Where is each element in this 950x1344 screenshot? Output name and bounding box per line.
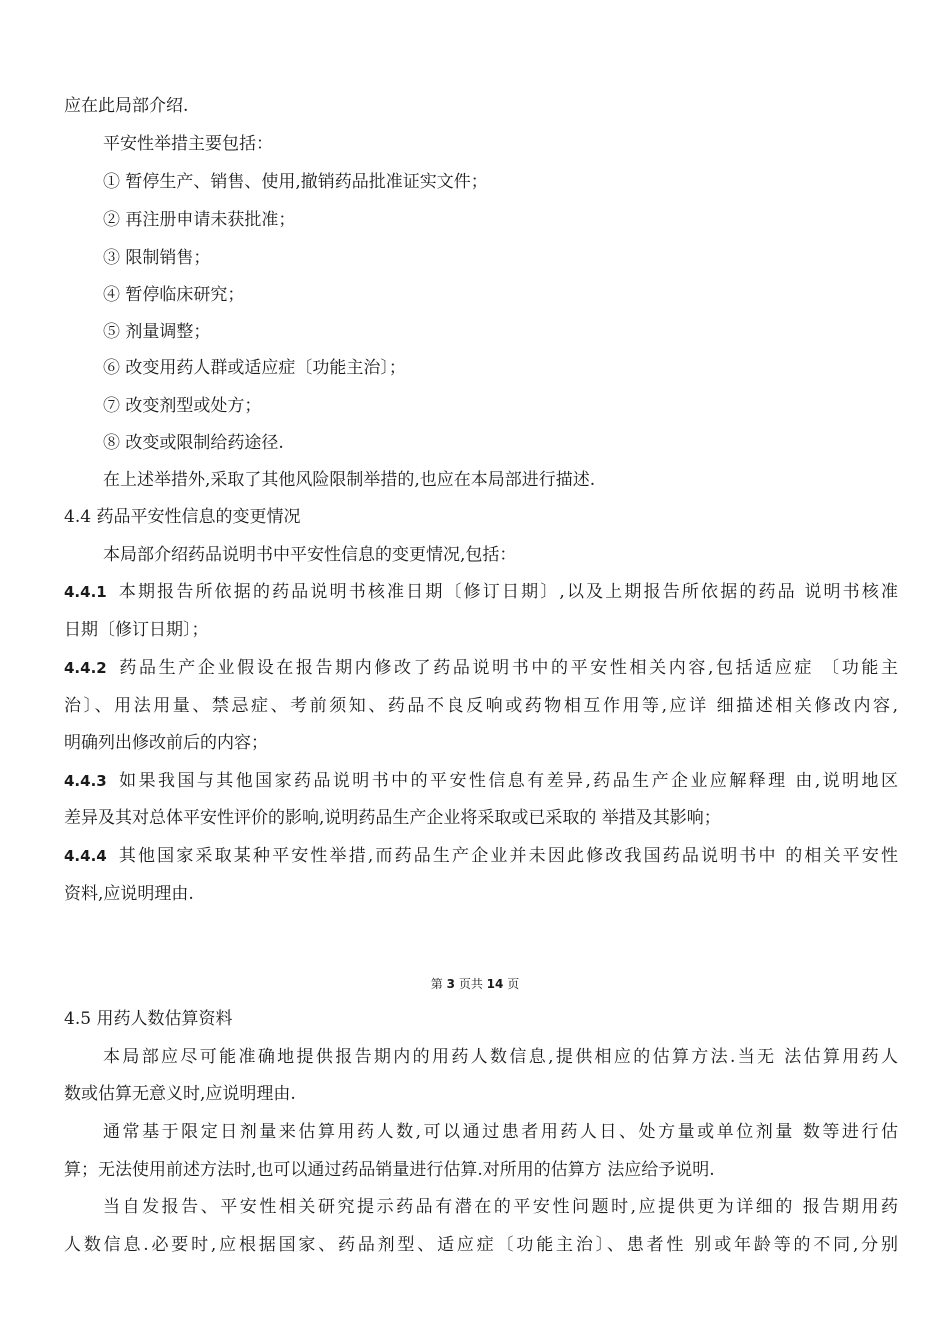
list-item: ④ 暂停临床研究； bbox=[103, 285, 245, 305]
numbered-item-line bbox=[64, 658, 898, 678]
text-line: 平安性举措主要包括： bbox=[103, 134, 273, 154]
footer-text: 页共 bbox=[458, 977, 483, 991]
numbered-item-line bbox=[64, 846, 898, 866]
item-number: 4.4.1 bbox=[64, 583, 107, 601]
text-line: 应在此局部介绍. bbox=[64, 96, 189, 116]
paragraph-line: 当自发报告、平安性相关研究提示药品有潜在的平安性问题时,应提供更为详细的 报告期用药 bbox=[103, 1197, 898, 1217]
footer-text: 第 bbox=[430, 977, 443, 991]
paragraph-line: 人数信息.必要时,应根据国家、药品剂型、适应症〔功能主治〕、患者性 别或年龄等的不同,分别 bbox=[64, 1235, 898, 1255]
list-item: ⑧ 改变或限制给药途径. bbox=[103, 433, 284, 453]
list-item: ② 再注册申请未获批准； bbox=[103, 210, 296, 230]
section-heading: 4.4 药品平安性信息的变更情况 bbox=[64, 507, 301, 527]
list-item: ⑦ 改变剂型或处方； bbox=[103, 396, 262, 416]
page-footer bbox=[0, 976, 950, 992]
item-text: 其他国家采取某种平安性举措,而药品生产企业并未因此修改我国药品说明书中 的相关平安性 bbox=[116, 846, 898, 866]
item-number: 4.4.4 bbox=[64, 847, 107, 865]
footer-text: 页 bbox=[507, 977, 520, 991]
numbered-item-line bbox=[64, 582, 898, 602]
numbered-item-line: 差异及其对总体平安性评价的影响,说明药品生产企业将采取或已采取的 举措及其影响； bbox=[64, 808, 721, 828]
item-text: 本期报告所依据的药品说明书核准日期〔修订日期〕,以及上期报告所依据的药品 说明书核准 bbox=[116, 582, 898, 602]
item-text: 如果我国与其他国家药品说明书中的平安性信息有差异,药品生产企业应解释理 由,说明地区 bbox=[116, 771, 898, 791]
numbered-item-line: 治〕、用法用量、禁忌症、考前须知、药品不良反响或药物相互作用等,应详 细描述相关修改内容, bbox=[64, 696, 898, 716]
list-item: ⑥ 改变用药人群或适应症〔功能主治〕； bbox=[103, 358, 406, 378]
paragraph-line: 本局部应尽可能准确地提供报告期内的用药人数信息,提供相应的估算方法.当无 法估算用药人 bbox=[103, 1047, 898, 1067]
item-text: 药品生产企业假设在报告期内修改了药品说明书中的平安性相关内容,包括适应症 〔功能主 bbox=[116, 658, 898, 678]
item-number: 4.4.3 bbox=[64, 772, 107, 790]
list-item: ⑤ 剂量调整； bbox=[103, 322, 211, 342]
paragraph-line: 算；无法使用前述方法时,也可以通过药品销量进行估算.对所用的估算方 法应给予说明. bbox=[64, 1160, 715, 1180]
item-number: 4.4.2 bbox=[64, 659, 107, 677]
text-line: 在上述举措外,采取了其他风险限制举措的,也应在本局部进行描述. bbox=[103, 470, 596, 490]
numbered-item-line: 资料,应说明理由. bbox=[64, 884, 194, 904]
numbered-item-line: 明确列出修改前后的内容； bbox=[64, 733, 268, 753]
list-item: ① 暂停生产、销售、使用,撤销药品批准证实文件； bbox=[103, 172, 488, 192]
paragraph-line: 通常基于限定日剂量来估算用药人数,可以通过患者用药人日、处方量或单位剂量 数等进行估 bbox=[103, 1122, 898, 1142]
numbered-item-line bbox=[64, 771, 898, 791]
page-total: 14 bbox=[486, 977, 504, 991]
numbered-item-line: 日期〔修订日期〕； bbox=[64, 620, 209, 640]
section-intro: 本局部介绍药品说明书中平安性信息的变更情况,包括： bbox=[103, 545, 517, 565]
paragraph-line: 数或估算无意义时,应说明理由. bbox=[64, 1084, 296, 1104]
list-item: ③ 限制销售； bbox=[103, 248, 211, 268]
section-heading: 4.5 用药人数估算资料 bbox=[64, 1009, 233, 1029]
page-number: 3 bbox=[446, 977, 455, 991]
